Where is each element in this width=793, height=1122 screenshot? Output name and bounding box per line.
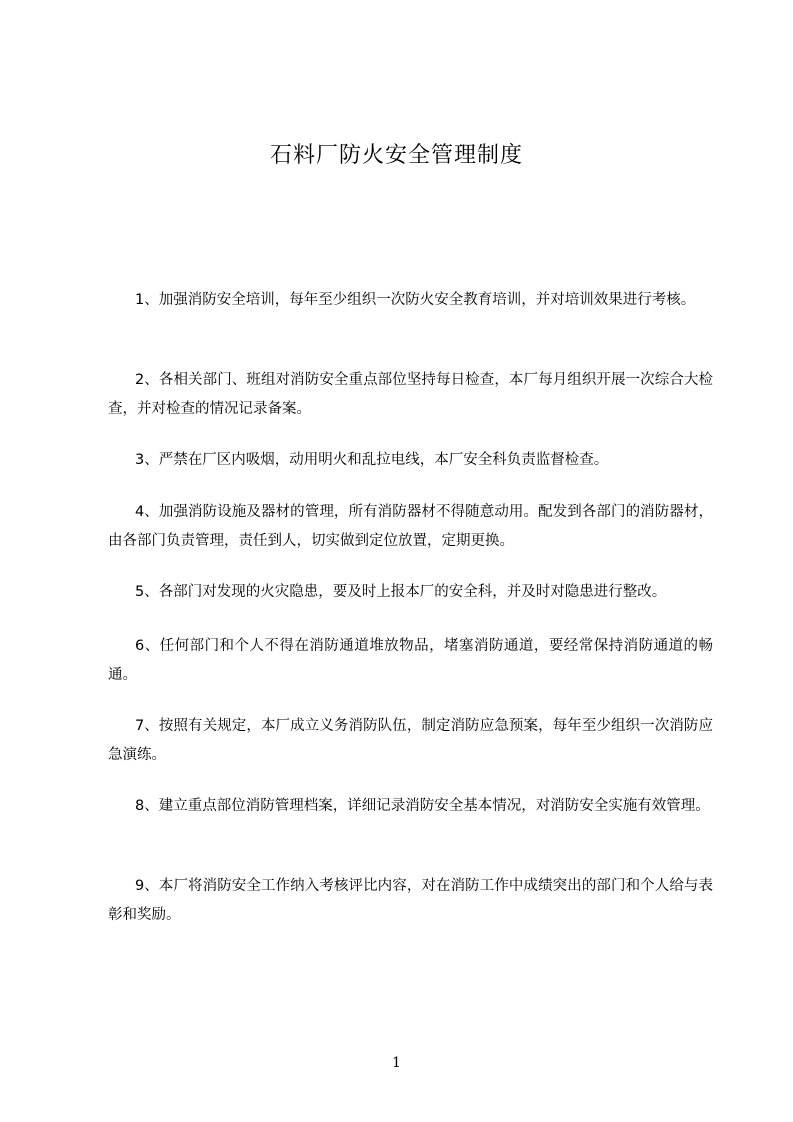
document-title: 石料厂防火安全管理制度 — [269, 143, 523, 168]
clause-7: 7、按照有关规定，本厂成立义务消防队伍，制定消防应急预案，每年至少组织一次消防应急演练。 — [108, 718, 713, 763]
clause-3: 3、严禁在厂区内吸烟，动用明火和乱拉电线，本厂安全科负责监督检查。 — [135, 452, 609, 468]
page-number: 1 — [392, 1055, 401, 1071]
clause-9: 9、本厂将消防安全工作纳入考核评比内容，对在消防工作中成绩突出的部门和个人给与表彰和奖励。 — [108, 878, 713, 923]
clause-1: 1、加强消防安全培训，每年至少组织一次防火安全教育培训，并对培训效果进行考核。 — [135, 292, 696, 308]
clause-8: 8、建立重点部位消防管理档案，详细记录消防安全基本情况，对消防安全实施有效管理。 — [135, 798, 710, 814]
clause-5: 5、各部门对发现的火灾隐患，要及时上报本厂的安全科，并及时对隐患进行整改。 — [135, 584, 667, 600]
clause-2: 2、各相关部门、班组对消防安全重点部位坚持每日检查，本厂每月组织开展一次综合大检查，并对检查的情况记录备案。 — [108, 372, 713, 417]
clause-4: 4、加强消防设施及器材的管理，所有消防器材不得随意动用。配发到各部门的消防器材，由各部门负责管理，责任到人，切实做到定位放置，定期更换。 — [108, 504, 713, 549]
clause-6: 6、任何部门和个人不得在消防通道堆放物品，堵塞消防通道，要经常保持消防通道的畅通。 — [108, 638, 713, 683]
